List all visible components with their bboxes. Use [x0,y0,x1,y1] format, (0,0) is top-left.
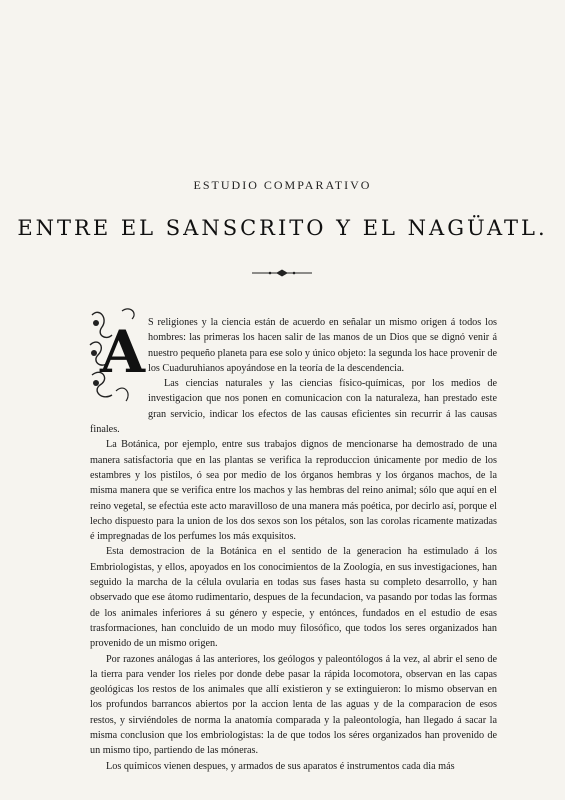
paragraph-2: Las ciencias naturales y las ciencias físico-químicas, por los medios de investigacion que nos ponen en comunicacion con la naturaleza, han prestado este gran servicio, indicar los efectos de las causas eficientes sin recurrir á las causas finales. [90,378,497,436]
paragraph-5: Por razones análogas á las anteriores, los geólogos y paleontólogos á la vez, al abrir el seno de la tierra para vender los rieles por donde debe pasar la rápida locomotora, observan en las capas geológicas los restos de los animales que allí existieron y se extinguieron: lo mismo observan en los profundos barrancos abiertos por la accion lenta de las aguas y de la comparacion de esos restos, y sirviéndoles de norma la anatomía comparada y la paleontología, han llegado á sacar la misma conclusion que los embriologistas: la de que todos los séres organizados han provenido de un mismo tipo, partiendo de las móneras. [90,653,497,757]
paragraph-6: Los químicos vienen despues, y armados de sus aparatos é instrumentos cada dia más [106,760,455,772]
paragraph-1 [90,315,497,386]
paragraph-3: La Botánica, por ejemplo, entre sus trabajos dignos de mencionarse ha demostrado de una manera satisfactoria que en las plantas se verifica la reproduccion únicamente por medio de los estambres y los pistilos, ó sea por medio de los órganos hembras y los órganos machos, de la misma manera que se verifica entre los machos y las hembras del reino animal; sólo que aquí en el reino vegetal, se efectúa este acto maravilloso de una manera más poética, por decirlo así, porque el lecho dispuesto para la union de los dos sexos son los pétalos, son las corolas ricamente matizadas é impregnadas de los perfumes los más exquisitos. [90,439,497,543]
decorated-initial [86,305,146,409]
drop-cap-letter: A [100,318,146,386]
body-text [90,315,497,774]
chapter-subtitle: ESTUDIO COMPARATIVO [193,178,372,192]
paragraph-text: S religiones y la ciencia están de acuerdo en señalar un mismo origen á todos los hombres: las primeras los hacen salir de las manos de un Dios que se dignó venir á nuestro pequeño planeta para ese solo y único objeto: la segunda los hace provenir de los Cuaduruhianos apoyándose en la teoría de la descendencia. [148,317,497,374]
paragraph-4: Esta demostracion de la Botánica en el sentido de la generacion ha estimulado á los Embriologistas, y ellos, apoyados en los conocimientos de la Zoología, en sus investigaciones, han seguido la marcha de la célula ovularia en todas sus fases hasta su completo desarrollo, y han observado que ese átomo rudimentario, despues de la fecundacion, va pasando por todas las formas de los animales inferiores á su género y especie, y entónces, fundados en el estudio de esas trasformaciones, han concluido de un modo muy filosófico, que todos los seres organizados han provenido de un mismo origen. [90,546,497,650]
ornament-divider [252,268,312,278]
chapter-title: ENTRE EL SANSCRITO Y EL NAGÜATL. [17,216,548,240]
